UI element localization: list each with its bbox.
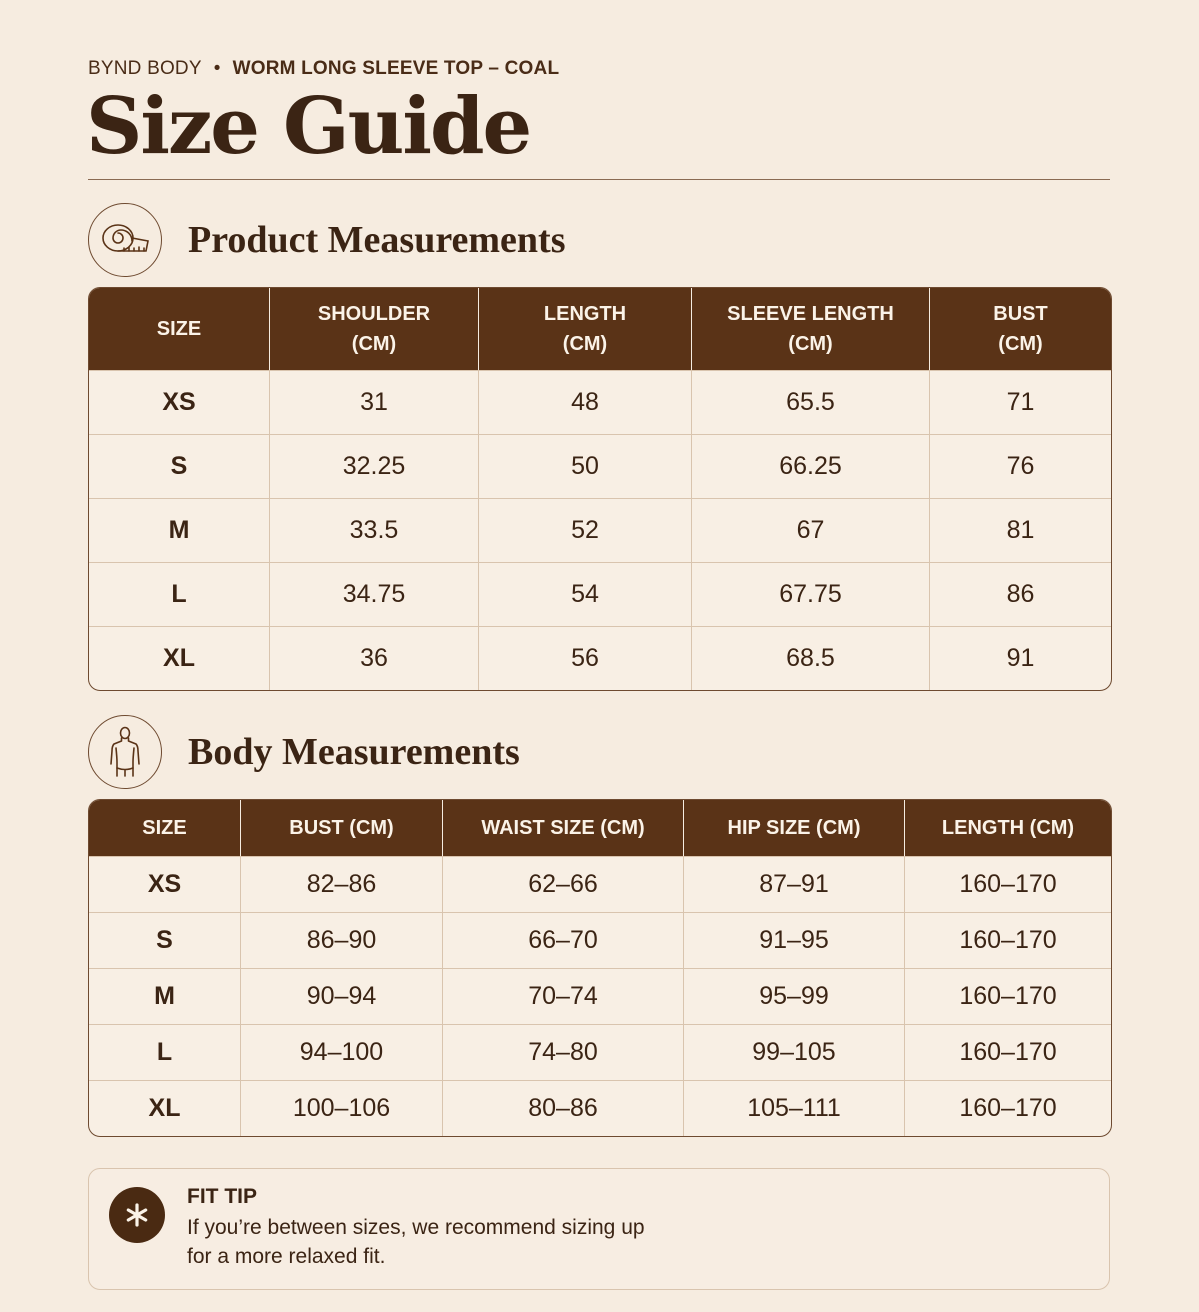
bust-cell: 100–106 <box>241 1080 443 1136</box>
waist-cell: 74–80 <box>443 1024 684 1080</box>
table-row <box>89 370 1111 434</box>
hip-cell: 95–99 <box>684 968 905 1024</box>
column-header-hip: HIP SIZE (CM) <box>684 800 905 856</box>
length-cell: 50 <box>479 434 692 498</box>
column-header-bust: BUST (CM) <box>241 800 443 856</box>
body-measurements-table <box>88 799 1112 1137</box>
bust-cell: 91 <box>930 626 1111 690</box>
hip-cell: 91–95 <box>684 912 905 968</box>
table-row <box>89 912 1111 968</box>
product-measurements-title: Product Measurements <box>188 219 566 261</box>
sleeve-length-cell: 67 <box>692 498 930 562</box>
body-measurements-header <box>88 713 520 791</box>
bust-cell: 94–100 <box>241 1024 443 1080</box>
bust-cell: 86–90 <box>241 912 443 968</box>
waist-cell: 62–66 <box>443 856 684 912</box>
sleeve-length-cell: 66.25 <box>692 434 930 498</box>
shoulder-cell: 33.5 <box>270 498 479 562</box>
table-row <box>89 1024 1111 1080</box>
column-header-size: SIZE <box>89 288 270 370</box>
waist-cell: 66–70 <box>443 912 684 968</box>
size-cell: S <box>89 912 241 968</box>
body-silhouette-icon <box>88 715 162 789</box>
column-header-size: SIZE <box>89 800 241 856</box>
bust-cell: 81 <box>930 498 1111 562</box>
hip-cell: 99–105 <box>684 1024 905 1080</box>
table-header-row <box>89 288 1111 370</box>
bust-cell: 90–94 <box>241 968 443 1024</box>
sleeve-length-cell: 67.75 <box>692 562 930 626</box>
table-row <box>89 968 1111 1024</box>
waist-cell: 70–74 <box>443 968 684 1024</box>
length-cell: 160–170 <box>905 912 1111 968</box>
length-cell: 160–170 <box>905 1024 1111 1080</box>
product-measurements-table <box>88 287 1112 691</box>
table-header-row <box>89 800 1111 856</box>
breadcrumb-separator: • <box>213 58 221 79</box>
size-cell: M <box>89 498 270 562</box>
product-name: WORM LONG SLEEVE TOP – COAL <box>232 58 560 79</box>
size-cell: M <box>89 968 241 1024</box>
shoulder-cell: 36 <box>270 626 479 690</box>
column-header-length: LENGTH (CM) <box>905 800 1111 856</box>
brand-name: BYND BODY <box>88 58 202 79</box>
size-cell: L <box>89 562 270 626</box>
length-cell: 54 <box>479 562 692 626</box>
bust-cell: 86 <box>930 562 1111 626</box>
hip-cell: 87–91 <box>684 856 905 912</box>
size-cell: S <box>89 434 270 498</box>
body-measurements-title: Body Measurements <box>188 731 520 773</box>
hip-cell: 105–111 <box>684 1080 905 1136</box>
header-line: LENGTH (CM) <box>543 303 627 355</box>
size-cell: XL <box>89 1080 241 1136</box>
table-row <box>89 434 1111 498</box>
bust-cell: 71 <box>930 370 1111 434</box>
bust-cell: 76 <box>930 434 1111 498</box>
size-cell: XL <box>89 626 270 690</box>
table-row <box>89 856 1111 912</box>
breadcrumb <box>88 58 559 80</box>
page-title: Size Guide <box>86 81 531 172</box>
size-cell: XS <box>89 856 241 912</box>
fit-tip-title: FIT TIP <box>187 1185 257 1208</box>
header-line: BUST (CM) <box>993 303 1048 355</box>
waist-cell: 80–86 <box>443 1080 684 1136</box>
shoulder-cell: 34.75 <box>270 562 479 626</box>
sleeve-length-cell: 65.5 <box>692 370 930 434</box>
table-row <box>89 626 1111 690</box>
size-cell: L <box>89 1024 241 1080</box>
length-cell: 160–170 <box>905 1080 1111 1136</box>
header-line: SHOULDER (CM) <box>317 303 431 355</box>
table-row <box>89 498 1111 562</box>
size-cell: XS <box>89 370 270 434</box>
sleeve-length-cell: 68.5 <box>692 626 930 690</box>
title-divider <box>88 179 1110 180</box>
measuring-tape-icon <box>88 203 162 277</box>
bust-cell: 82–86 <box>241 856 443 912</box>
column-header-waist: WAIST SIZE (CM) <box>443 800 684 856</box>
column-header-sleeve-length <box>692 288 930 370</box>
length-cell: 160–170 <box>905 968 1111 1024</box>
column-header-length <box>479 288 692 370</box>
column-header-bust <box>930 288 1111 370</box>
table-row <box>89 1080 1111 1136</box>
fit-tip-text: If you’re between sizes, we recommend sizing up for a more relaxed fit. <box>187 1216 645 1268</box>
shoulder-cell: 31 <box>270 370 479 434</box>
table-row <box>89 562 1111 626</box>
product-measurements-header <box>88 201 565 279</box>
header-line: SLEEVE LENGTH (CM) <box>727 303 894 355</box>
column-header-shoulder <box>270 288 479 370</box>
length-cell: 56 <box>479 626 692 690</box>
length-cell: 48 <box>479 370 692 434</box>
fit-tip-card <box>88 1168 1110 1290</box>
length-cell: 160–170 <box>905 856 1111 912</box>
asterisk-icon <box>109 1187 165 1243</box>
length-cell: 52 <box>479 498 692 562</box>
shoulder-cell: 32.25 <box>270 434 479 498</box>
